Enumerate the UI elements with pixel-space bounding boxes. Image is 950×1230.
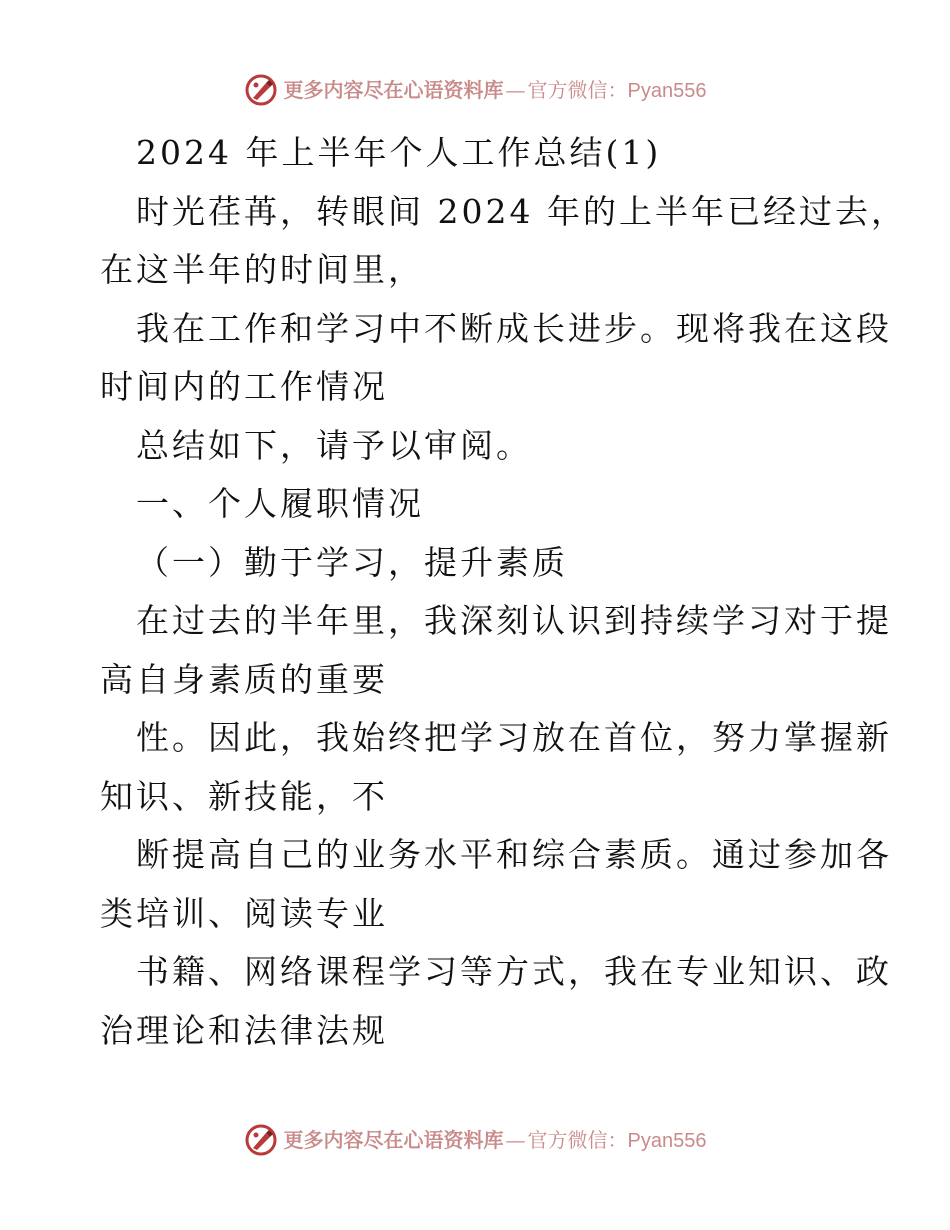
watermark-text xyxy=(283,1127,707,1152)
paragraph-line: 我在工作和学习中不断成长进步。现将我在这段 xyxy=(136,308,892,348)
watermark-label: 官方微信： xyxy=(527,77,628,102)
watermark-label: 官方微信： xyxy=(527,1127,628,1152)
paragraph-line: 断提高自己的业务水平和综合素质。通过参加各 xyxy=(136,835,892,874)
watermark-main-text: 更多内容尽在心语资料库 xyxy=(283,1127,504,1152)
footer-watermark xyxy=(0,1120,950,1160)
paragraph-line: 总结如下，请予以审阅。 xyxy=(136,425,532,465)
watermark-text xyxy=(283,77,707,102)
watermark-main-text: 更多内容尽在心语资料库 xyxy=(283,77,504,102)
paragraph-line: 书籍、网络课程学习等方式，我在专业知识、政 xyxy=(136,952,892,991)
paragraph-line: 治理论和法律法规 xyxy=(100,1010,388,1050)
watermark-separator: — xyxy=(505,77,526,102)
pen-logo-icon xyxy=(244,1123,278,1157)
paragraph-line: 性。因此，我始终把学习放在首位，努力掌握新 xyxy=(136,718,892,757)
watermark-separator: — xyxy=(505,1127,526,1152)
watermark-account: Pyan556 xyxy=(627,1129,707,1152)
doc-title: 2024 年上半年个人工作总结(1) xyxy=(136,133,662,172)
paragraph-line: 在这半年的时间里， xyxy=(100,250,424,289)
subsection-heading: （一）勤于学习，提升素质 xyxy=(136,542,568,582)
pen-logo-icon xyxy=(244,73,278,107)
paragraph-line: 知识、新技能，不 xyxy=(100,776,388,816)
paragraph-line: 在过去的半年里，我深刻认识到持续学习对于提 xyxy=(136,601,892,640)
section-heading: 一、个人履职情况 xyxy=(136,484,424,523)
document-body xyxy=(100,124,907,1060)
paragraph-line: 高自身素质的重要 xyxy=(100,659,388,699)
header-watermark xyxy=(0,70,950,110)
paragraph-line: 时光荏苒，转眼间 2024 年的上半年已经过去， xyxy=(136,191,907,231)
paragraph-line: 时间内的工作情况 xyxy=(100,367,388,406)
paragraph-line: 类培训、阅读专业 xyxy=(100,893,388,933)
watermark-account: Pyan556 xyxy=(627,79,707,102)
